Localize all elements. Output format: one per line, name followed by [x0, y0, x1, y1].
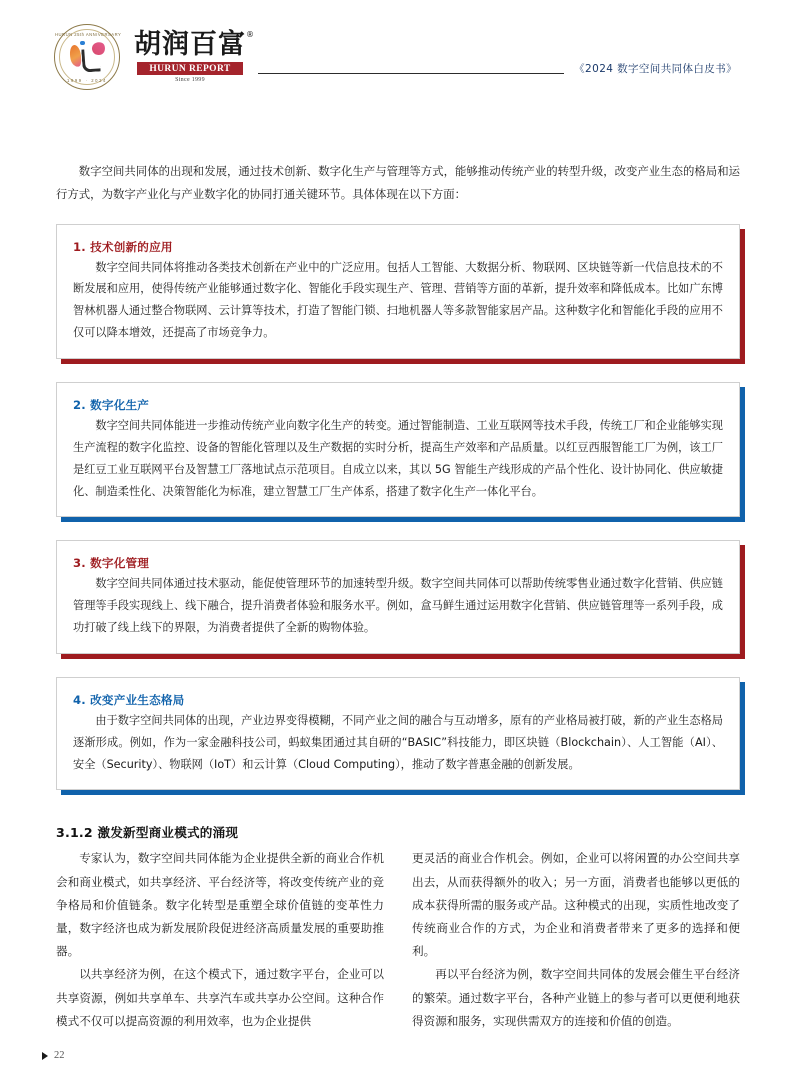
callout-body-4: 由于数字空间共同体的出现，产业边界变得模糊，不同产业之间的融合与互动增多，原有的产业格局被打破，新的产业生态格局逐渐形成。例如，作为一家金融科技公司，蚂蚁集团通过其自研的“BASIC”科技能力，即区块链（Blockchain）、人工智能（AI）、安全（Security）、物联网（IoT）和云计算（Cloud Computing），推动了数字普惠金融的创新发展。: [73, 713, 723, 771]
brand-name-en: HURUN REPORT: [137, 62, 243, 75]
page-header: [0, 0, 793, 118]
seal-stroke: [81, 48, 101, 72]
left-paragraph-2: 以共享经济为例，在这个模式下，通过数字平台，企业可以共享资源，例如共享单车、共享汽车或共享办公空间。这种合作模式不仅可以提高资源的利用效率，也为企业提供: [56, 967, 384, 1028]
brand-name-cn-text: 胡润百富: [134, 29, 246, 61]
brand-logo: [54, 24, 255, 90]
page-content: [56, 160, 740, 1033]
two-column-body: [56, 847, 740, 1033]
triangle-marker-icon: [42, 1052, 48, 1060]
seal-dot: [80, 41, 85, 46]
left-paragraph-1: 专家认为，数字空间共同体能为企业提供全新的商业合作机会和商业模式，如共享经济、平台经济等，将改变传统产业的竞争格局和价值链条。数字化转型是重塑全球价值链的变革性力量，数字经济也成为新发展阶段促进经济高质量发展的重要助推器。: [56, 851, 384, 959]
header-document-title: 《2024 数字空间共同体白皮书》: [564, 61, 737, 76]
brand-name-cn: [134, 29, 255, 61]
hurun-seal-icon: [54, 24, 120, 90]
callout-box-2: [56, 382, 740, 517]
callout-box-3: [56, 540, 740, 654]
registered-mark-icon: ®: [246, 30, 255, 40]
column-left: [56, 847, 384, 1033]
column-right: [412, 847, 740, 1033]
page-footer: [42, 1050, 65, 1061]
section-heading-312: 3.1.2 激发新型商业模式的涌现: [56, 825, 239, 841]
page-number: 22: [54, 1050, 65, 1061]
right-paragraph-2: 再以平台经济为例，数字空间共同体的发展会催生平台经济的繁荣。通过数字平台，各种产业链上的参与者可以更便利地获得资源和服务，实现供需双方的连接和价值的创造。: [412, 967, 740, 1028]
callout-body-3: 数字空间共同体通过技术驱动，能促使管理环节的加速转型升级。数字空间共同体可以帮助传统零售业通过数字化营销、供应链管理等手段实现线上、线下融合，提升消费者体验和服务水平。例如，盒马鲜生通过运用数字化营销、供应链管理等一系列手段，成功打破了线上线下的界限，为消费者提供了全新的购物体验。: [73, 577, 723, 635]
callout-body-2: 数字空间共同体能进一步推动传统产业向数字化生产的转变。通过智能制造、工业互联网等技术手段，传统工厂和企业能够实现生产流程的数字化监控、设备的智能化管理以及生产数据的实时分析，提高生产效率和产品质量。以红豆西服智能工厂为例，该工厂是红豆工业互联网平台及智慧工厂落地试点示范项目。自成立以来，其以 5G 智能生产线形成的产品个性化、设计协同化、供应敏捷化、制造柔性化、决策智能化为标准，建立智慧工厂生产体系，搭建了数字化生产一体化平台。: [73, 419, 723, 498]
callout-body-1: 数字空间共同体将推动各类技术创新在产业中的广泛应用。包括人工智能、大数据分析、物联网、区块链等新一代信息技术的不断发展和应用，使得传统产业能够通过数字化、智能化手段实现生产、管理、营销等方面的革新，提升效率和降低成本。比如广东博智林机器人通过整合物联网、云计算等技术，打造了智能门锁、扫地机器人等多款智能家居产品。这种数字化和智能化手段的应用不仅可以降本增效，还提高了市场竞争力。: [73, 260, 723, 340]
seal-top-text: HURUN 25th ANNIVERSARY: [55, 31, 122, 37]
callout-box-4: [56, 677, 740, 791]
callout-title-3: 3. 数字化管理: [73, 556, 150, 571]
callout-title-2: 2. 数字化生产: [73, 398, 150, 412]
right-paragraph-1: 更灵活的商业合作机会。例如，企业可以将闲置的办公空间共享出去，从而获得额外的收入；另一方面，消费者也能够以更低的成本获得所需的服务或产品。这种模式的出现，实质性地改变了传统商业合作的方式，为企业和消费者带来了更多的选择和便利。: [412, 851, 740, 959]
intro-paragraph: 数字空间共同体的出现和发展，通过技术创新、数字化生产与管理等方式，能够推动传统产业的转型升级，改变产业生态的格局和运行方式，为数字产业化与产业数字化的协同打通关键环节。具体体现在以下方面：: [56, 164, 740, 201]
callout-title-1: 1. 技术创新的应用: [73, 239, 173, 254]
seal-bottom-text: 1999 · 2024: [67, 78, 107, 83]
brand-since: Since 1999: [175, 76, 205, 83]
callout-box-1: [56, 224, 740, 359]
brand-wordmark: [134, 29, 255, 83]
callout-title-4: 4. 改变产业生态格局: [73, 692, 185, 707]
